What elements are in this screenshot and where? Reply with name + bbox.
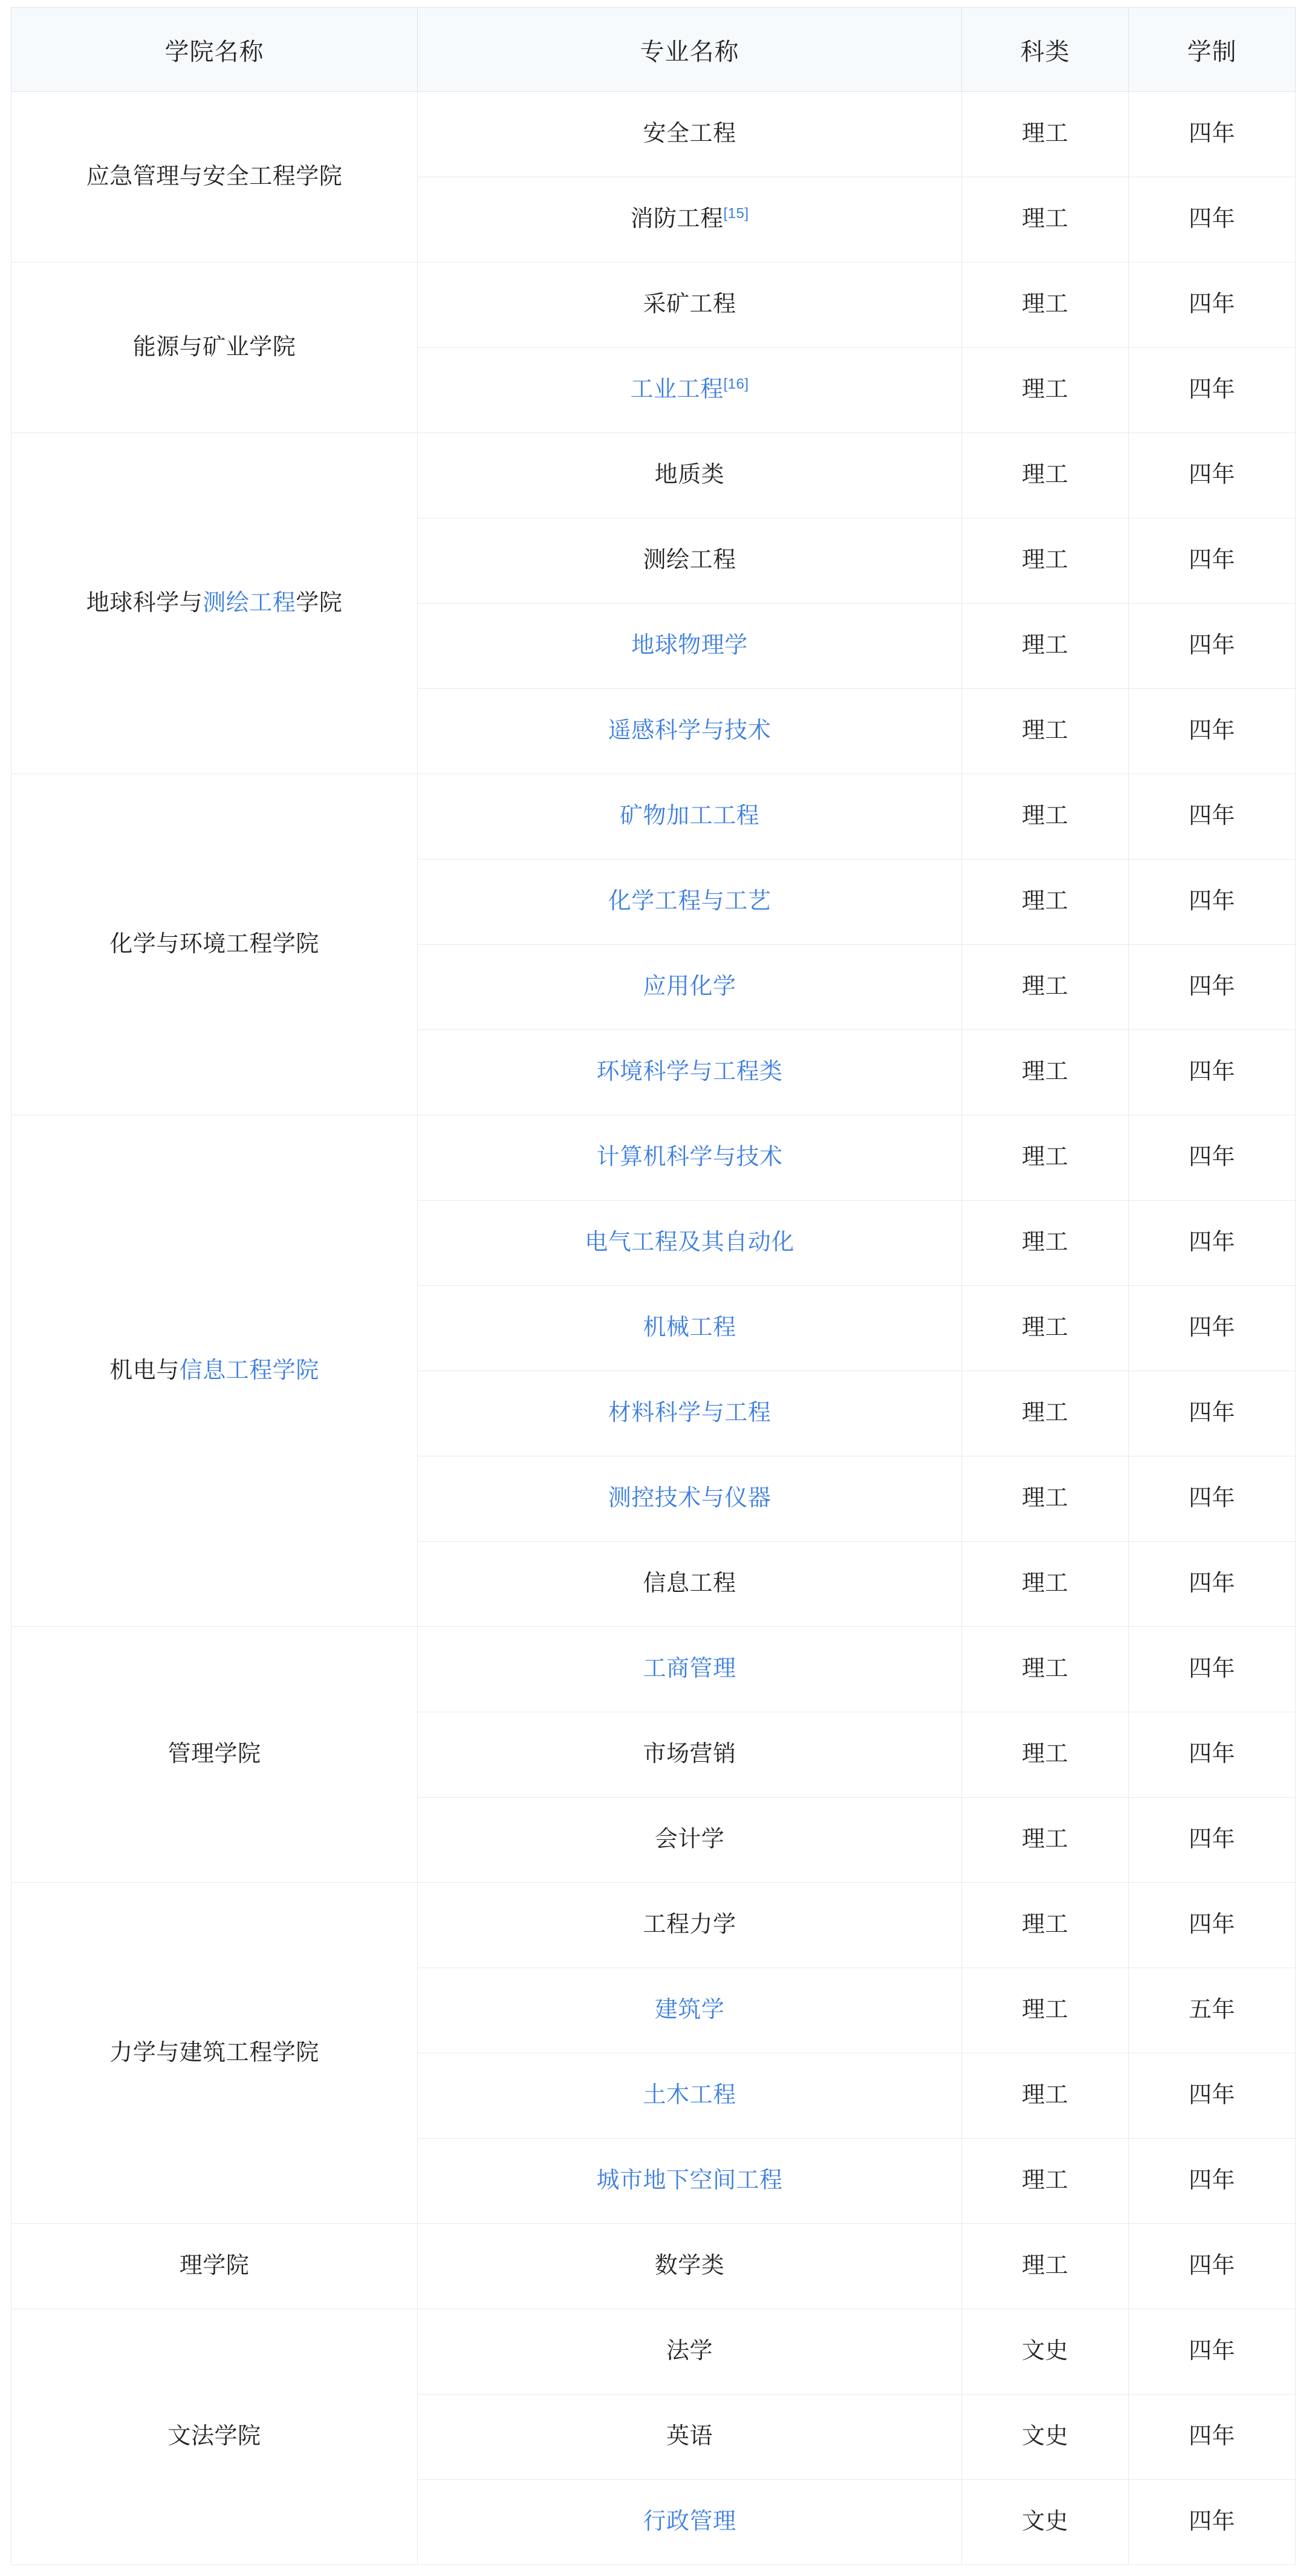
college-name-cell xyxy=(11,1115,418,1627)
major-name-text: 安全工程 xyxy=(643,121,736,147)
major-name-text: 地质类 xyxy=(654,462,725,488)
major-name-cell xyxy=(418,1542,962,1627)
college-name-cell xyxy=(11,774,418,1115)
major-name-text: 英语 xyxy=(666,2424,713,2450)
category-cell: 理工 xyxy=(962,859,1129,945)
college-name-text: 力学与建筑工程学院 xyxy=(109,2040,319,2066)
duration-cell: 五年 xyxy=(1129,1968,1296,2053)
category-cell: 理工 xyxy=(962,1371,1129,1456)
category-cell: 理工 xyxy=(962,1798,1129,1883)
major-name-cell xyxy=(418,1030,962,1115)
major-name-cell xyxy=(418,2224,962,2309)
major-name-text: 法学 xyxy=(666,2338,713,2364)
major-name-link[interactable]: 测控技术与仪器 xyxy=(608,1485,772,1511)
major-name-cell xyxy=(418,1286,962,1371)
major-name-link[interactable]: 机械工程 xyxy=(643,1315,736,1341)
college-name-text: 应急管理与安全工程学院 xyxy=(86,163,343,189)
major-name-link[interactable]: 行政管理 xyxy=(643,2509,736,2535)
duration-cell: 四年 xyxy=(1129,2480,1296,2565)
category-cell: 理工 xyxy=(962,177,1129,262)
category-cell: 理工 xyxy=(962,1115,1129,1201)
duration-cell: 四年 xyxy=(1129,1883,1296,1968)
duration-cell: 四年 xyxy=(1129,859,1296,945)
major-name-link[interactable]: 应用化学 xyxy=(643,974,736,1000)
duration-cell: 四年 xyxy=(1129,348,1296,433)
duration-cell: 四年 xyxy=(1129,2139,1296,2224)
category-cell: 理工 xyxy=(962,348,1129,433)
category-cell: 理工 xyxy=(962,2053,1129,2139)
table-header xyxy=(11,8,1296,92)
major-name-text: 数学类 xyxy=(654,2253,725,2279)
category-cell: 理工 xyxy=(962,1968,1129,2053)
table-row xyxy=(11,2309,1296,2395)
major-name-text: 会计学 xyxy=(654,1827,725,1853)
college-name-cell xyxy=(11,433,418,774)
category-cell: 理工 xyxy=(962,1627,1129,1712)
major-name-cell xyxy=(418,348,962,433)
duration-cell: 四年 xyxy=(1129,1627,1296,1712)
duration-cell: 四年 xyxy=(1129,1115,1296,1201)
reference-link[interactable]: [16] xyxy=(723,376,749,393)
duration-cell: 四年 xyxy=(1129,92,1296,177)
major-name-link[interactable]: 矿物加工工程 xyxy=(619,803,759,829)
duration-cell: 四年 xyxy=(1129,689,1296,774)
college-name-text: 管理学院 xyxy=(167,1741,261,1767)
major-name-cell xyxy=(418,1115,962,1201)
college-name-link[interactable]: 测绘工程 xyxy=(203,590,296,616)
category-cell: 理工 xyxy=(962,689,1129,774)
major-name-cell xyxy=(418,1798,962,1883)
duration-cell: 四年 xyxy=(1129,518,1296,604)
category-cell: 理工 xyxy=(962,774,1129,859)
category-cell: 理工 xyxy=(962,945,1129,1030)
major-name-cell xyxy=(418,774,962,859)
college-name-text: 理学院 xyxy=(179,2253,250,2279)
duration-cell: 四年 xyxy=(1129,1371,1296,1456)
table-row xyxy=(11,2224,1296,2309)
category-cell: 理工 xyxy=(962,1542,1129,1627)
category-cell: 文史 xyxy=(962,2309,1129,2395)
table-row xyxy=(11,433,1296,518)
header-row xyxy=(11,8,1296,92)
major-name-cell xyxy=(418,2395,962,2480)
major-name-cell xyxy=(418,1968,962,2053)
major-name-text: 消防工程 xyxy=(630,206,724,232)
duration-cell: 四年 xyxy=(1129,1286,1296,1371)
college-name-text: 文法学院 xyxy=(167,2424,261,2450)
duration-cell: 四年 xyxy=(1129,604,1296,689)
category-cell: 理工 xyxy=(962,2224,1129,2309)
college-name-link[interactable]: 信息工程学院 xyxy=(179,1357,319,1383)
column-header-duration: 学制 xyxy=(1129,8,1296,92)
major-name-cell xyxy=(418,604,962,689)
major-name-cell xyxy=(418,92,962,177)
college-name-text: 地球科学与 xyxy=(86,590,203,616)
major-name-cell xyxy=(418,689,962,774)
table-row xyxy=(11,1627,1296,1712)
duration-cell: 四年 xyxy=(1129,1542,1296,1627)
table-row xyxy=(11,92,1296,177)
category-cell: 理工 xyxy=(962,604,1129,689)
major-name-link[interactable]: 遥感科学与技术 xyxy=(608,718,772,744)
duration-cell: 四年 xyxy=(1129,945,1296,1030)
major-name-cell xyxy=(418,518,962,604)
major-name-cell xyxy=(418,1883,962,1968)
category-cell: 理工 xyxy=(962,1883,1129,1968)
major-name-cell xyxy=(418,859,962,945)
major-name-cell xyxy=(418,1456,962,1542)
category-cell: 文史 xyxy=(962,2395,1129,2480)
column-header-college: 学院名称 xyxy=(11,8,418,92)
column-header-major: 专业名称 xyxy=(418,8,962,92)
major-name-link[interactable]: 环境科学与工程类 xyxy=(596,1059,783,1085)
category-cell: 理工 xyxy=(962,1201,1129,1286)
major-name-link[interactable]: 化学工程与工艺 xyxy=(608,889,772,915)
category-cell: 理工 xyxy=(962,518,1129,604)
major-name-cell xyxy=(418,1712,962,1798)
major-name-link[interactable]: 计算机科学与技术 xyxy=(596,1144,783,1170)
major-name-cell xyxy=(418,1627,962,1712)
major-name-cell xyxy=(418,945,962,1030)
table-body xyxy=(11,92,1296,2565)
major-name-link[interactable]: 地球物理学 xyxy=(631,633,748,659)
duration-cell: 四年 xyxy=(1129,1201,1296,1286)
college-name-cell xyxy=(11,2309,418,2565)
reference-marker[interactable] xyxy=(723,206,749,222)
major-name-cell xyxy=(418,177,962,262)
major-name-text: 工程力学 xyxy=(643,1912,736,1938)
college-name-cell xyxy=(11,2224,418,2309)
category-cell: 理工 xyxy=(962,1712,1129,1798)
duration-cell: 四年 xyxy=(1129,1030,1296,1115)
duration-cell: 四年 xyxy=(1129,262,1296,348)
major-name-link[interactable]: 城市地下空间工程 xyxy=(596,2168,783,2194)
duration-cell: 四年 xyxy=(1129,177,1296,262)
duration-cell: 四年 xyxy=(1129,2309,1296,2395)
college-name-cell xyxy=(11,92,418,262)
reference-marker[interactable] xyxy=(723,376,749,393)
major-name-link[interactable]: 土木工程 xyxy=(643,2082,736,2108)
majors-table xyxy=(11,7,1296,2565)
duration-cell: 四年 xyxy=(1129,2053,1296,2139)
duration-cell: 四年 xyxy=(1129,2395,1296,2480)
column-header-category: 科类 xyxy=(962,8,1129,92)
category-cell: 理工 xyxy=(962,92,1129,177)
category-cell: 理工 xyxy=(962,262,1129,348)
major-name-text: 信息工程 xyxy=(643,1571,736,1597)
college-name-text: 机电与 xyxy=(109,1357,180,1383)
major-name-link[interactable]: 电气工程及其自动化 xyxy=(585,1230,794,1256)
major-name-text: 采矿工程 xyxy=(643,292,736,318)
category-cell: 理工 xyxy=(962,1030,1129,1115)
college-name-cell xyxy=(11,1883,418,2224)
college-name-cell xyxy=(11,262,418,433)
major-name-cell xyxy=(418,2309,962,2395)
category-cell: 文史 xyxy=(962,2480,1129,2565)
major-name-cell xyxy=(418,1371,962,1456)
duration-cell: 四年 xyxy=(1129,1712,1296,1798)
table-row xyxy=(11,262,1296,348)
duration-cell: 四年 xyxy=(1129,1456,1296,1542)
table-row xyxy=(11,1115,1296,1201)
reference-link[interactable]: [15] xyxy=(723,205,749,222)
category-cell: 理工 xyxy=(962,2139,1129,2224)
college-name-text: 化学与环境工程学院 xyxy=(109,931,319,957)
major-name-cell xyxy=(418,2480,962,2565)
college-name-cell xyxy=(11,1627,418,1883)
major-name-cell xyxy=(418,1201,962,1286)
major-name-cell xyxy=(418,262,962,348)
table-row xyxy=(11,1883,1296,1968)
major-name-text: 测绘工程 xyxy=(643,547,736,573)
major-name-cell xyxy=(418,2053,962,2139)
category-cell: 理工 xyxy=(962,1286,1129,1371)
college-name-text: 学院 xyxy=(296,590,343,616)
college-name-text: 能源与矿业学院 xyxy=(132,334,296,360)
major-name-cell xyxy=(418,433,962,518)
major-name-cell xyxy=(418,2139,962,2224)
table-row xyxy=(11,774,1296,859)
major-name-link[interactable]: 工业工程 xyxy=(630,377,724,403)
category-cell: 理工 xyxy=(962,433,1129,518)
duration-cell: 四年 xyxy=(1129,774,1296,859)
major-name-link[interactable]: 工商管理 xyxy=(643,1656,736,1682)
duration-cell: 四年 xyxy=(1129,433,1296,518)
major-name-link[interactable]: 材料科学与工程 xyxy=(608,1400,772,1426)
duration-cell: 四年 xyxy=(1129,1798,1296,1883)
duration-cell: 四年 xyxy=(1129,2224,1296,2309)
major-name-link[interactable]: 建筑学 xyxy=(654,1997,725,2023)
major-name-text: 市场营销 xyxy=(643,1741,736,1767)
category-cell: 理工 xyxy=(962,1456,1129,1542)
